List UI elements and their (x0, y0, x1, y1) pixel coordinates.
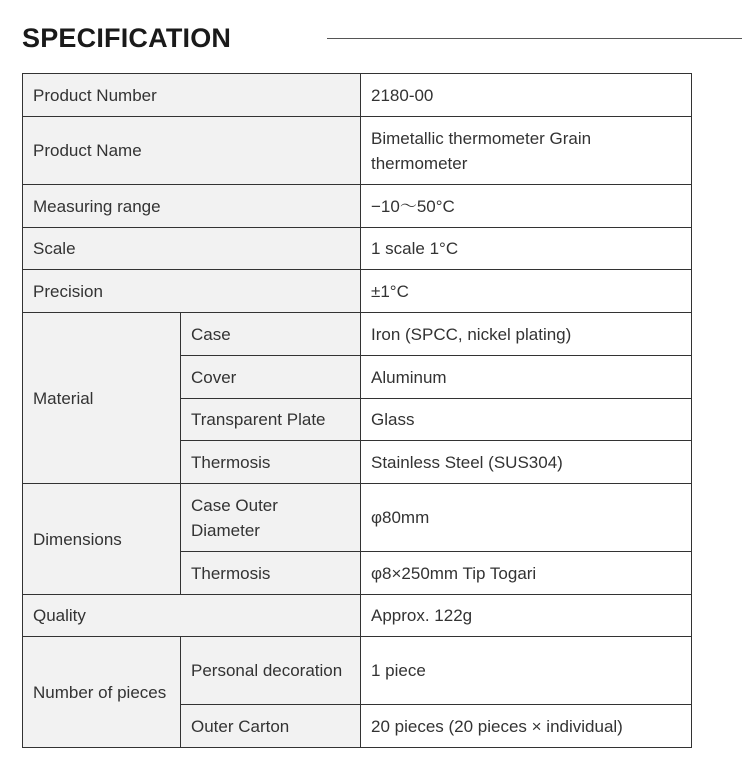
sub-label: Thermosis (181, 552, 361, 595)
table-row (23, 228, 692, 270)
title-divider (327, 38, 742, 39)
row-value: 20 pieces (20 pieces × individual) (361, 705, 692, 748)
row-value: Iron (SPCC, nickel plating) (361, 313, 692, 356)
group-label-material: Material (23, 313, 181, 484)
row-label: Precision (23, 270, 361, 313)
row-value: Stainless Steel (SUS304) (361, 441, 692, 484)
row-value: Aluminum (361, 356, 692, 399)
sub-label: Transparent Plate (181, 399, 361, 441)
row-label: Product Name (23, 117, 361, 185)
row-label: Scale (23, 228, 361, 270)
sub-label: Personal decoration (181, 637, 361, 705)
row-value: ±1°C (361, 270, 692, 313)
table-row (23, 74, 692, 117)
section-heading (22, 20, 742, 56)
table-row (23, 270, 692, 313)
row-value: −10〜50°C (361, 185, 692, 228)
table-row (23, 313, 692, 356)
sub-label: Cover (181, 356, 361, 399)
row-value: Glass (361, 399, 692, 441)
row-value: Approx. 122g (361, 595, 692, 637)
group-label-dimensions: Dimensions (23, 484, 181, 595)
sub-label: Case (181, 313, 361, 356)
row-label: Product Number (23, 74, 361, 117)
row-label: Measuring range (23, 185, 361, 228)
row-value: Bimetallic thermometer Grain thermometer (361, 117, 692, 185)
table-row (23, 117, 692, 185)
sub-label: Thermosis (181, 441, 361, 484)
row-value: 1 piece (361, 637, 692, 705)
table-row (23, 637, 692, 705)
table-row (23, 595, 692, 637)
spec-table (22, 73, 692, 748)
row-value: 2180-00 (361, 74, 692, 117)
row-value: φ80mm (361, 484, 692, 552)
row-label: Quality (23, 595, 361, 637)
table-row (23, 185, 692, 228)
sub-label: Outer Carton (181, 705, 361, 748)
row-value: 1 scale 1°C (361, 228, 692, 270)
page-title: SPECIFICATION (22, 23, 232, 53)
group-label-number-of-pieces: Number of pieces (23, 637, 181, 748)
row-value: φ8×250mm Tip Togari (361, 552, 692, 595)
table-row (23, 484, 692, 552)
sub-label: Case Outer Diameter (181, 484, 361, 552)
